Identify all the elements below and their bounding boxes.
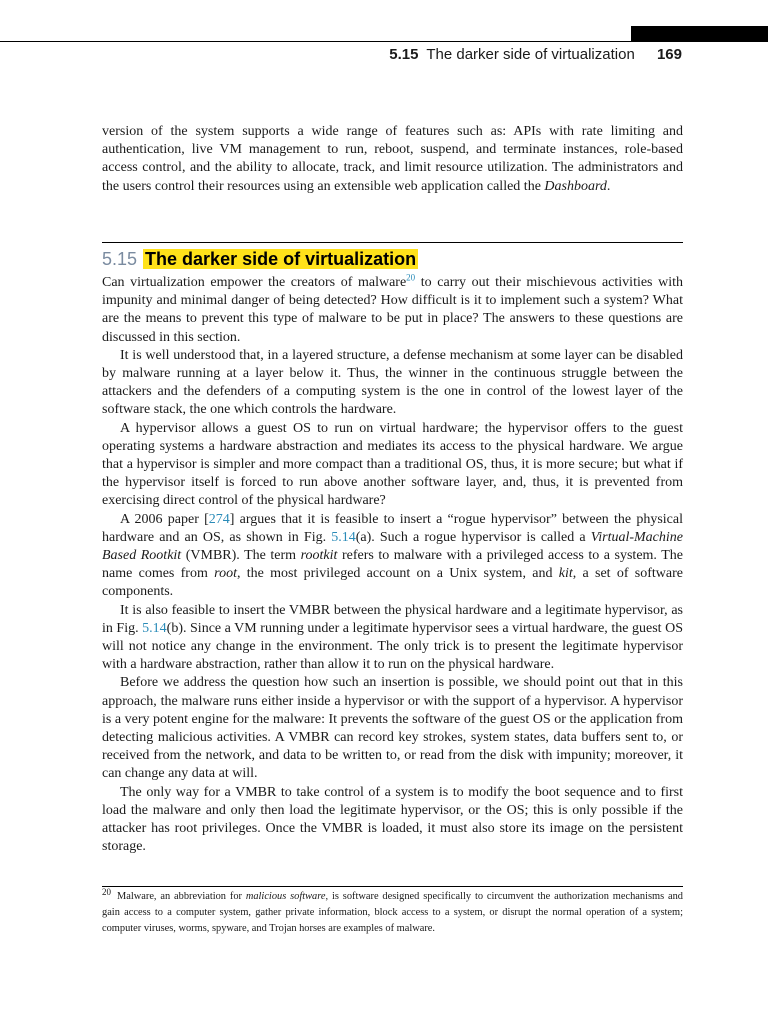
page-number: 169 <box>656 46 682 63</box>
section-title: The darker side of virtualization <box>145 249 417 269</box>
section-heading <box>102 247 418 271</box>
figure-link-5-14a[interactable]: 5.14 <box>331 529 356 545</box>
paragraph-6: Before we address the question how such an insertion is possible, we should point out that in this approach, the malware runs either inside a hypervisor or with the support of a hypervisor. A hypervisor is a very potent engine for the malware: It prevents the software of the guest OS or the application from detecting malicious activities. A VMBR can record key strokes, system states, data buffers sent to, or received from the network, and data to be written to, or read from the disk with impunity; moreover, it can change any data at will. <box>102 675 683 782</box>
footnote-20: $^{20}$ Malware, an abbreviation for malicious software, is software designed specifically to circumvent the authorization mechanisms and gain access to a computer system, gather private information, block access to a system, or disrupt the normal operation of a system; computer viruses, worms, spyware, and Trojan horses are examples of malware. <box>102 886 683 935</box>
header-black-tab <box>631 26 768 42</box>
citation-link-274[interactable]: 274 <box>208 511 230 527</box>
paragraph-1: Can virtualization empower the creators of malware$^{20}$ to carry out their mischievous activities with impunity and minimal danger of being detected? How difficult is it to implement such a system? What are the means to prevent this type of malware to be put in place? The answers to these questions are discussed in this section. <box>102 272 684 345</box>
footnote-rule <box>102 886 683 887</box>
header-rule <box>0 41 768 42</box>
paragraph-5: It is also feasible to insert the VMBR between the physical hardware and a legitimate hypervisor, as in Fig. 5.14(b). Since a VM running under a legitimate hypervisor sees a virtual hardware, the guest OS will not notice any change in the environment. The only trick is to present the legitimate hypervisor with a hardware abstraction, rather than allow it to run on the physical hardware. <box>102 602 683 673</box>
section-number: 5.15 <box>102 249 138 269</box>
dashboard-term: Dashboard <box>544 178 607 194</box>
section-body <box>102 274 683 857</box>
paragraph-2: It is well understood that, in a layered structure, a defense mechanism at some layer can be disabled by malware running at a layer below it. Thus, the winner in the continuous struggle between the attackers and the defenders of a computing system is the one in control of the lowest layer of the software stack, the one which controls the hardware. <box>102 347 683 418</box>
section-rule <box>102 242 683 243</box>
running-head-section-title: The darker side of virtualization <box>426 46 635 63</box>
running-head <box>389 45 682 65</box>
running-head-section-number: 5.15 <box>389 46 419 63</box>
footnote-ref-20[interactable]: 20 <box>406 272 416 283</box>
figure-link-5-14b[interactable]: 5.14 <box>142 620 167 636</box>
paragraph-3: A hypervisor allows a guest OS to run on virtual hardware; the hypervisor offers to the guest operating systems a hardware abstraction and mediates its access to the physical hardware. We argue that a hypervisor is simpler and more compact than a traditional OS, thus, it is more secure; but what if the hypervisor itself is forced to run above another software layer, and, thus, it is prevented from exercising direct control of the physical hardware? <box>102 420 683 509</box>
paragraph-4: A 2006 paper [274] argues that it is feasible to insert a “rogue hypervisor” between the physical hardware and an OS, as shown in Fig. 5.14(a). Such a rogue hypervisor is called a Virtual-Machine Based Rootkit (VMBR). The term rootkit refers to malware with a privileged access to a system. The name comes from root, the most privileged account on a Unix system, and kit, a set of software components. <box>102 511 683 600</box>
intro-paragraph-block <box>102 123 683 196</box>
intro-paragraph: version of the system supports a wide range of features such as: APIs with rate limiting and authentication, live VM management to run, reboot, suspend, and terminate instances, role-based access control, and the ability to allocate, track, and limit resource utilization. The administrators and the users control their resources using an extensible web application called the Dashboard. <box>102 124 683 194</box>
paragraph-7: The only way for a VMBR to take control of a system is to modify the boot sequence and to first load the malware and only then load the legitimate hypervisor, or the OS; this is only possible if the attacker has root privileges. Once the VMBR is loaded, it must also store its image on the persistent storage. <box>102 784 683 855</box>
footnote-number: 20 <box>102 886 111 897</box>
